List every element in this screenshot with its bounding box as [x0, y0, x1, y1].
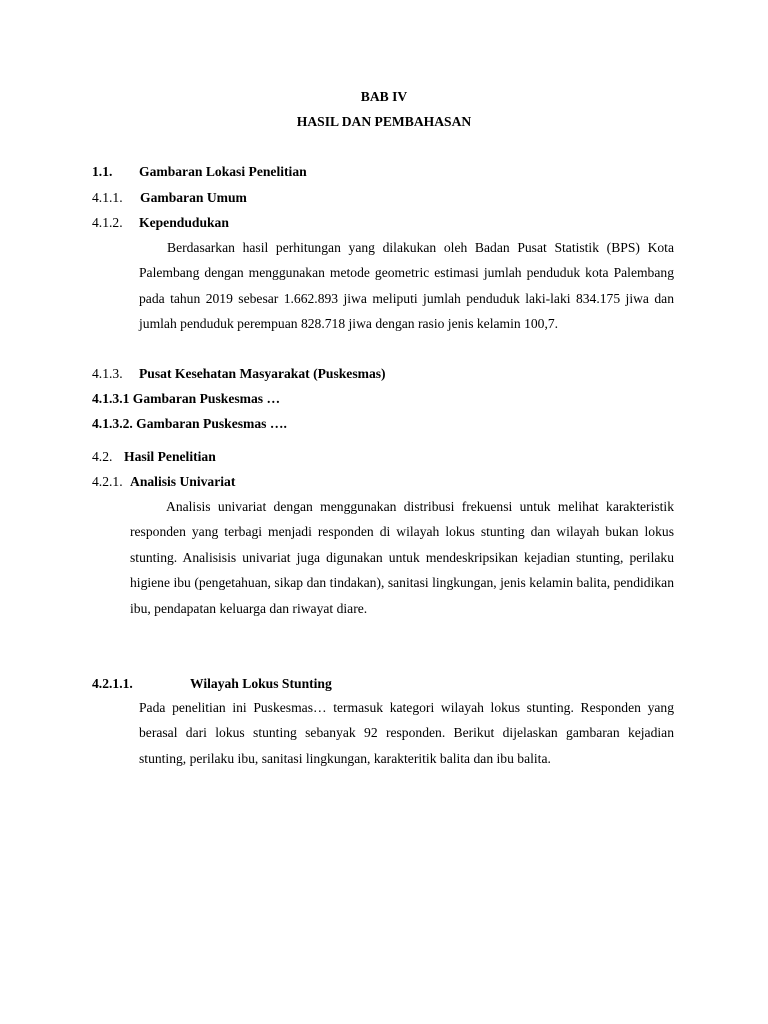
analisis-univariat-paragraph [130, 494, 674, 621]
section-4-1-2-number: 4.1.2. [92, 215, 123, 230]
section-4-1-3-2-heading: 4.1.3.2. Gambaran Puskesmas …. [92, 416, 287, 431]
section-4-1-3-title: Pusat Kesehatan Masyarakat (Puskesmas) [139, 366, 386, 381]
analisis-univariat-text: Analisis univariat dengan menggunakan distribusi frekuensi untuk melihat karakteristik responden yang terbagi menjadi responden di wilayah lokus stunting dan wilayah bukan lokus stunting. Analisisis univariat juga digunakan untuk mendeskripsikan kejadian stunting, perilaku higiene ibu (pengetahuan, sikap dan tindakan), sanitasi lingkungan, jenis kelamin balita, pendidikan ibu, pendapatan keluarga dan riwayat diare. [130, 499, 674, 616]
wilayah-lokus-text: Pada penelitian ini Puskesmas… termasuk kategori wilayah lokus stunting. Responden yang berasal dari lokus stunting sebanyak 92 responden. Berikut dijelaskan gambaran kejadian stunting, perilaku ibu, sanitasi lingkungan, karakteritik balita dan ibu balita. [139, 700, 674, 766]
section-4-2-title: Hasil Penelitian [124, 449, 216, 464]
wilayah-lokus-paragraph [139, 695, 674, 771]
section-1-1-title: Gambaran Lokasi Penelitian [139, 164, 307, 179]
section-4-2-1-1-title: Wilayah Lokus Stunting [190, 676, 332, 691]
kependudukan-paragraph [139, 235, 674, 337]
kependudukan-text: Berdasarkan hasil perhitungan yang dilakukan oleh Badan Pusat Statistik (BPS) Kota Palembang dengan menggunakan metode geometric estimasi jumlah penduduk kota Palembang pada tahun 2019 sebesar 1.662.893 jiwa meliputi jumlah penduduk laki-laki 834.175 jiwa dan jumlah penduduk perempuan 828.718 jiwa dengan rasio jenis kelamin 100,7. [139, 240, 674, 332]
chapter-title: HASIL DAN PEMBAHASAN [296, 114, 472, 129]
section-4-2-1-title: Analisis Univariat [130, 474, 236, 489]
section-4-1-3-number: 4.1.3. [92, 366, 123, 381]
section-4-1-1-number: 4.1.1. [92, 190, 123, 205]
section-4-1-2-title: Kependudukan [139, 215, 229, 230]
section-4-2-1-number: 4.2.1. [92, 474, 123, 489]
section-4-1-1-title: Gambaran Umum [140, 190, 247, 205]
section-4-2-number: 4.2. [92, 449, 113, 464]
section-4-1-3-1-heading: 4.1.3.1 Gambaran Puskesmas … [92, 391, 281, 406]
section-1-1-number: 1.1. [92, 164, 113, 179]
chapter-number: BAB IV [360, 89, 408, 104]
section-4-2-1-1-number: 4.2.1.1. [92, 676, 133, 691]
